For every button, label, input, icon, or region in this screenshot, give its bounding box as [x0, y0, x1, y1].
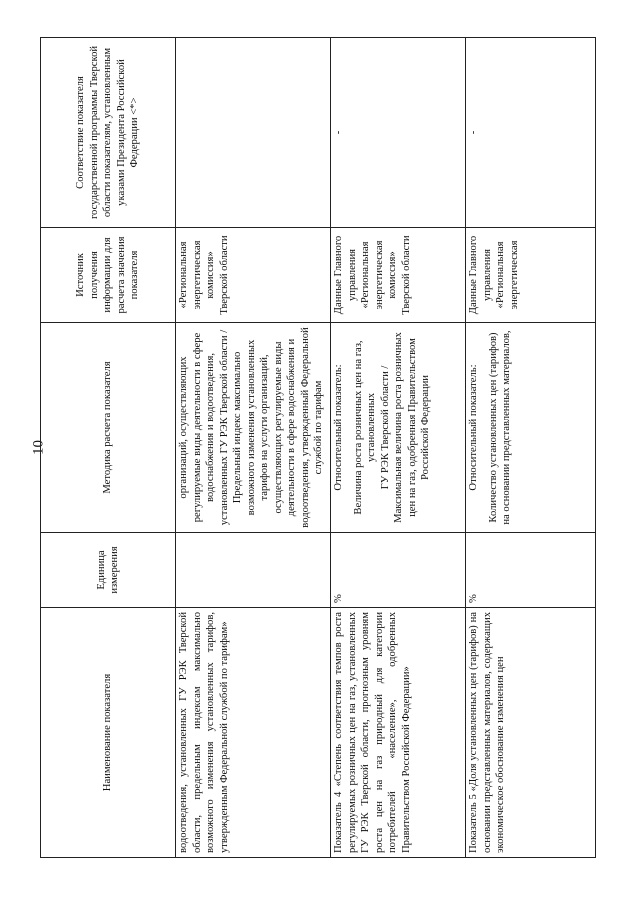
row1-unit [176, 533, 331, 608]
row1-method-line: Предельный индекс максимально возможного изменения установленных тарифов на услуги организаций, осуществляющих регулируемые виды деятельности в сфере водоснабжения и водоотведения, утвержденный Федеральной службой по тарифам [232, 327, 324, 528]
row3-compliance: - [466, 38, 596, 228]
row2-compliance: - [331, 38, 466, 228]
row3-source: Данные Главного управления «Региональная энергетическая [466, 228, 596, 323]
row2-method-line: Величина роста розничных цен на газ, установленных [352, 340, 377, 515]
row1-method-line: организаций, осуществляющих регулируемые виды деятельности в сфере водоснабжения и водоотведения, установленных ГУ РЭК Тверской области / [178, 329, 230, 526]
header-method: Методика расчета показателя [41, 323, 176, 533]
rotated-table-wrapper [40, 38, 595, 858]
row3-method-line: Относительный показатель: [468, 364, 479, 491]
row1-name: водоотведения, установленных ГУ РЭК Тверской области, предельным индексам максимально возможного изменения установленных тарифов, утвержденным Федеральной службой по тарифам» [176, 608, 331, 858]
row3-method-line: Количество установленных цен (тарифов) на основании представленных материалов, [487, 330, 512, 525]
table-header-row [41, 38, 176, 858]
row3-unit: % [466, 533, 596, 608]
page-number: 10 [30, 440, 47, 455]
row1-compliance [176, 38, 331, 228]
header-name: Наименование показателя [41, 608, 176, 858]
row1-source: «Региональная энергетическая комиссия» Тверской области [176, 228, 331, 323]
row3-method [466, 323, 596, 533]
header-compliance: Соответствие показателя государственной программы Тверской области показателям, установленным указами Президента Российской Федерации <*> [41, 38, 176, 228]
row1-method [176, 323, 331, 533]
indicators-table [40, 37, 596, 858]
row2-source: Данные Главного управления «Региональная энергетическая комиссия» Тверской области [331, 228, 466, 323]
header-source: Источник получения информации для расчета значения показателя [41, 228, 176, 323]
table-row [331, 38, 466, 858]
table-row [176, 38, 331, 858]
row2-method-line: Относительный показатель: [333, 364, 344, 491]
row2-unit: % [331, 533, 466, 608]
row2-method-line: ГУ РЭК Тверской области / [379, 365, 391, 490]
row2-name: Показатель 4 «Степень соответствия темпов роста регулируемых розничных цен на газ, установленных ГУ РЭК Тверской области, прогнозным уровням роста цен на газ природный для категории потребителей «население», одобренных Правительством Российской Федерации» [331, 608, 466, 858]
row3-name: Показатель 5 «Доля установленных цен (тарифов) на основании представленных материалов, содержащих экономическое обоснование изменения цен [466, 608, 596, 858]
row2-method [331, 323, 466, 533]
row2-method-line: Максимальная величина роста розничных цен на газ, одобренная Правительством Российской Федерации [393, 332, 431, 523]
header-unit: Единица измерения [41, 533, 176, 608]
table-row [466, 38, 596, 858]
